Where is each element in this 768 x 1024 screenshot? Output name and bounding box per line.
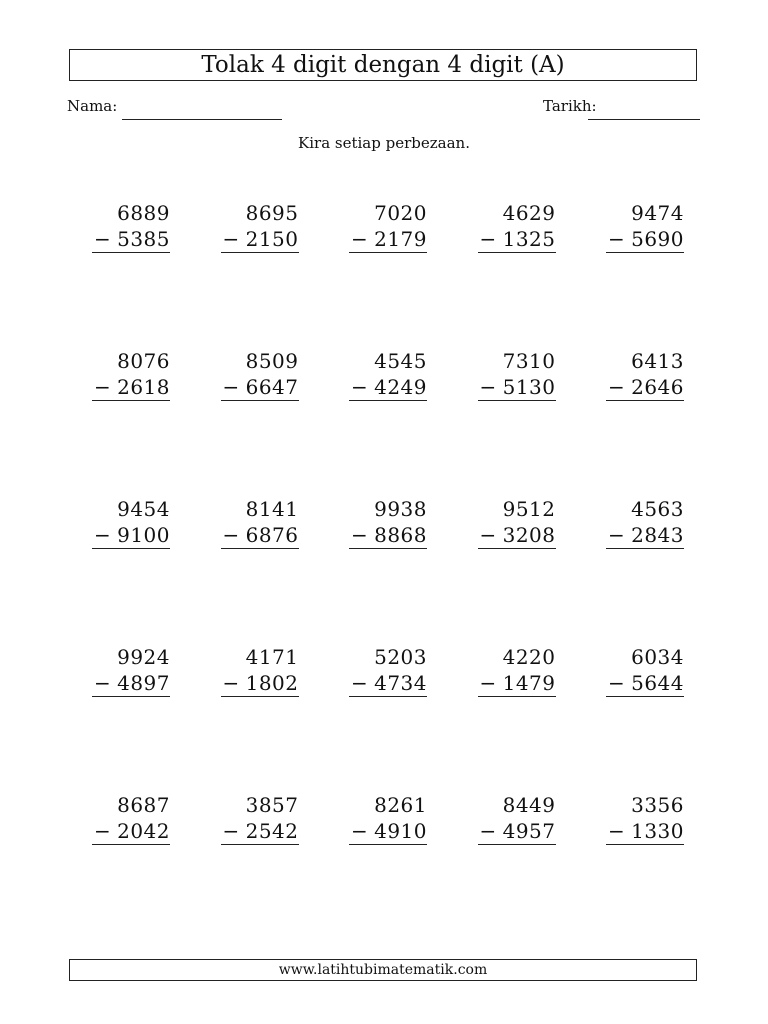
subtrahend: 2042 [117,819,170,843]
minuend: 3857 [245,793,299,817]
subtrahend-row [349,670,427,697]
subtraction-problem [92,348,170,408]
minuend: 5203 [374,645,427,669]
minuend: 9512 [502,497,556,521]
subtrahend: 5385 [117,227,170,251]
minus-sign: − [608,375,625,399]
subtrahend-row [349,522,427,549]
minus-sign: − [479,523,497,547]
subtraction-problem [92,200,170,260]
subtrahend-row [478,226,556,253]
subtrahend-row [221,670,299,697]
minuend: 8076 [117,349,170,373]
subtrahend: 4734 [374,671,427,695]
minuend: 8695 [245,201,299,225]
subtraction-problem [478,496,556,556]
minus-sign: − [94,671,111,695]
minus-sign: − [479,819,497,843]
minuend: 4545 [374,349,427,373]
minus-sign: − [608,227,625,251]
subtrahend: 3208 [502,523,556,547]
minus-sign: − [222,227,240,251]
subtrahend-row [92,670,170,697]
subtrahend: 4910 [374,819,427,843]
minus-sign: − [222,375,240,399]
minus-sign: − [479,227,497,251]
minuend: 4629 [502,201,556,225]
subtrahend-row [349,226,427,253]
subtrahend: 2179 [374,227,427,251]
worksheet-title: Tolak 4 digit dengan 4 digit (A) [69,49,697,81]
subtrahend: 5644 [631,671,684,695]
minus-sign: − [94,375,111,399]
subtraction-problem [221,348,299,408]
minus-sign: − [222,523,240,547]
subtrahend: 2618 [117,375,170,399]
subtraction-problem [221,200,299,260]
minuend: 6034 [631,645,684,669]
subtrahend: 5690 [631,227,684,251]
subtrahend-row [221,374,299,401]
subtrahend: 8868 [374,523,427,547]
minus-sign: − [351,819,368,843]
subtraction-problem [349,200,427,260]
minuend: 8509 [245,349,299,373]
subtrahend-row [221,226,299,253]
subtrahend: 1330 [631,819,684,843]
minuend: 9474 [631,201,684,225]
minus-sign: − [479,671,497,695]
minuend: 7020 [374,201,427,225]
subtraction-problem [478,644,556,704]
subtraction-problem [221,496,299,556]
subtrahend-row [349,374,427,401]
minus-sign: − [351,375,368,399]
subtraction-problem [478,792,556,852]
subtraction-problem [349,792,427,852]
minuend: 8687 [117,793,170,817]
subtraction-problem [349,496,427,556]
minuend: 9454 [117,497,170,521]
subtrahend-row [478,818,556,845]
minuend: 6889 [117,201,170,225]
subtraction-problem [478,200,556,260]
subtrahend-row [606,818,684,845]
subtrahend-row [92,374,170,401]
subtrahend: 4957 [502,819,556,843]
minuend: 4563 [631,497,684,521]
minuend: 3356 [631,793,684,817]
name-label: Nama: [67,97,118,115]
date-line [588,119,700,120]
instructions: Kira setiap perbezaan. [298,134,470,152]
subtrahend: 2150 [245,227,299,251]
minuend: 8261 [374,793,427,817]
minus-sign: − [94,523,111,547]
subtrahend: 1479 [502,671,556,695]
minuend: 9938 [374,497,427,521]
minuend: 4220 [502,645,556,669]
subtrahend: 2646 [631,375,684,399]
subtraction-problem [349,348,427,408]
minuend: 8449 [502,793,556,817]
minus-sign: − [351,227,368,251]
subtraction-problem [606,496,684,556]
minus-sign: − [351,523,368,547]
subtraction-problem [221,644,299,704]
subtrahend-row [221,522,299,549]
minus-sign: − [222,819,240,843]
subtrahend-row [606,670,684,697]
date-label: Tarikh: [543,97,597,115]
subtraction-problem [606,348,684,408]
subtrahend: 4249 [374,375,427,399]
subtrahend: 2843 [631,523,684,547]
minuend: 4171 [245,645,299,669]
subtrahend-row [606,522,684,549]
subtrahend: 5130 [502,375,556,399]
subtrahend-row [606,226,684,253]
subtraction-problem [92,644,170,704]
subtrahend: 9100 [117,523,170,547]
subtraction-problem [606,792,684,852]
minus-sign: − [94,819,111,843]
subtraction-problem [606,644,684,704]
subtrahend-row [92,522,170,549]
subtrahend: 1325 [502,227,556,251]
subtrahend-row [478,522,556,549]
minuend: 6413 [631,349,684,373]
subtrahend: 6876 [245,523,299,547]
subtraction-problem [92,792,170,852]
subtrahend-row [349,818,427,845]
minus-sign: − [608,523,625,547]
subtrahend: 1802 [245,671,299,695]
subtraction-problem [606,200,684,260]
subtrahend-row [221,818,299,845]
minus-sign: − [608,671,625,695]
minuend: 9924 [117,645,170,669]
subtrahend-row [478,670,556,697]
minus-sign: − [608,819,625,843]
subtraction-problem [478,348,556,408]
name-line [122,119,282,120]
subtraction-problem [349,644,427,704]
subtrahend: 4897 [117,671,170,695]
minus-sign: − [222,671,240,695]
subtraction-problem [92,496,170,556]
minus-sign: − [94,227,111,251]
minuend: 8141 [245,497,299,521]
minus-sign: − [479,375,497,399]
subtrahend-row [92,226,170,253]
minuend: 7310 [502,349,556,373]
subtrahend-row [92,818,170,845]
minus-sign: − [351,671,368,695]
subtrahend: 6647 [245,375,299,399]
subtrahend: 2542 [245,819,299,843]
footer-website: www.latihtubimatematik.com [69,959,697,981]
subtraction-problem [221,792,299,852]
subtrahend-row [478,374,556,401]
subtrahend-row [606,374,684,401]
